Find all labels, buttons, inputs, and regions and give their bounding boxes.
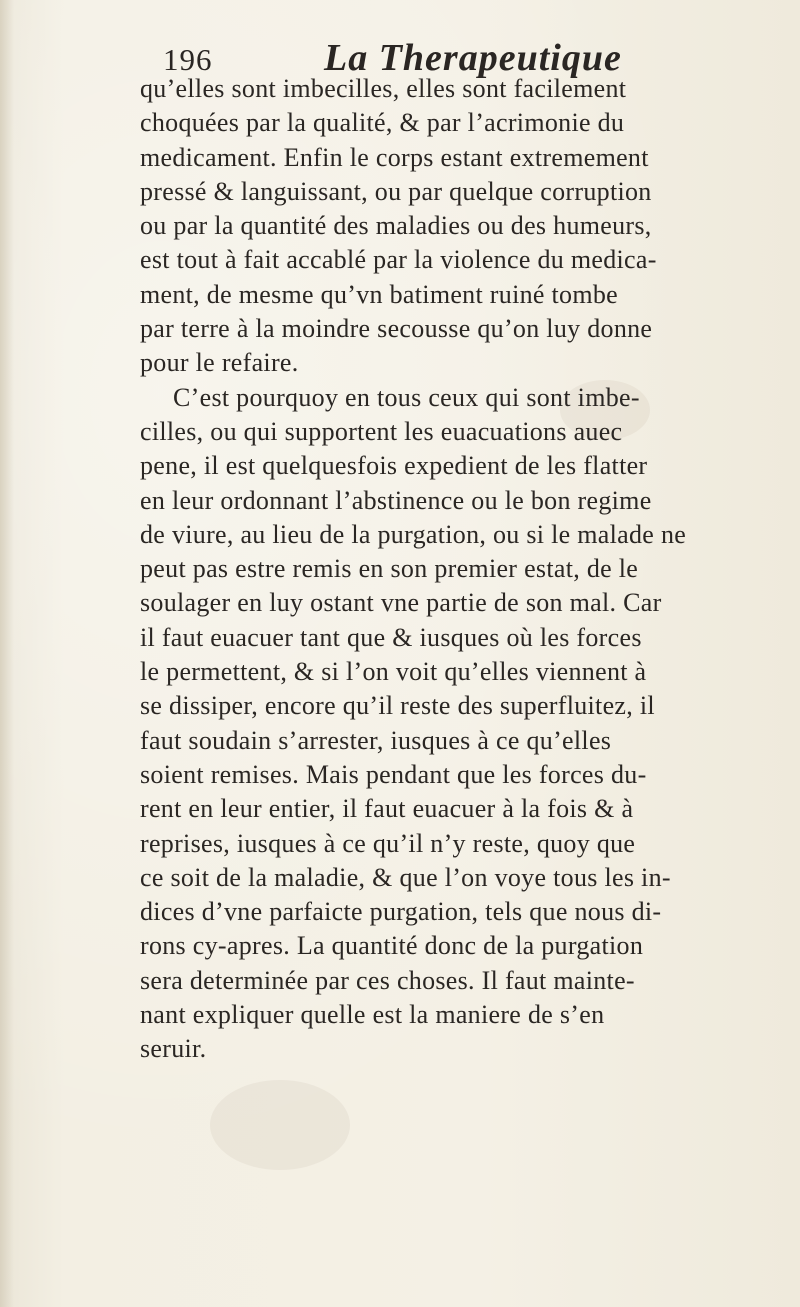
text-line: se dissiper, encore qu’il reste des superfluitez, il (140, 691, 655, 721)
paragraph-start-line: C’est pourquoy en tous ceux qui sont imbe- (173, 382, 640, 412)
text-line: nant expliquer quelle est la maniere de s’en (140, 1000, 605, 1030)
text-line: medicament. Enfin le corps estant extremement (140, 142, 649, 172)
body-text (140, 72, 800, 1067)
text-line: pressé & languissant, ou par quelque corruption (140, 176, 652, 206)
text-line: peut pas estre remis en son premier estat, de le (140, 554, 639, 584)
text-line: choquées par la qualité, & par l’acrimonie du (140, 108, 625, 138)
text-line: il faut euacuer tant que & iusques où les forces (140, 622, 642, 652)
text-line: ou par la quantité des maladies ou des humeurs, (140, 211, 652, 241)
text-line: de viure, au lieu de la purgation, ou si le malade ne (140, 519, 687, 549)
text-line: dices d’vne parfaicte purgation, tels que nous di- (140, 897, 662, 927)
text-line: le permettent, & si l’on voit qu’elles viennent à (140, 657, 647, 687)
text-line: soulager en luy ostant vne partie de son mal. Car (140, 588, 662, 618)
text-line: en leur ordonnant l’abstinence ou le bon regime (140, 485, 652, 515)
page-gutter-shadow (0, 0, 14, 1307)
page-number: 196 (163, 42, 213, 77)
paper-stain (210, 1080, 350, 1170)
text-line: rent en leur entier, il faut euacuer à la fois & à (140, 794, 634, 824)
text-line: reprises, iusques à ce qu’il n’y reste, quoy que (140, 828, 636, 858)
text-line: est tout à fait accablé par la violence du medica- (140, 245, 657, 275)
text-line: pour le refaire. (140, 348, 299, 378)
text-line: cilles, ou qui supportent les euacuations auec (140, 416, 623, 446)
text-line: soient remises. Mais pendant que les forces du- (140, 759, 647, 789)
text-line: faut soudain s’arrester, iusques à ce qu’elles (140, 725, 612, 755)
running-title: La Therapeutique (324, 37, 622, 79)
text-line: par terre à la moindre secousse qu’on luy donne (140, 314, 653, 344)
text-line: sera determinée par ces choses. Il faut mainte- (140, 965, 635, 995)
text-line: qu’elles sont imbecilles, elles sont facilement (140, 74, 627, 103)
text-line: rons cy-apres. La quantité donc de la purgation (140, 931, 644, 961)
text-line: pene, il est quelquesfois expedient de les flatter (140, 451, 648, 481)
text-line: ment, de mesme qu’vn batiment ruiné tombe (140, 279, 619, 309)
text-line: ce soit de la maladie, & que l’on voye tous les in- (140, 862, 671, 892)
text-line: seruir. (140, 1034, 207, 1064)
